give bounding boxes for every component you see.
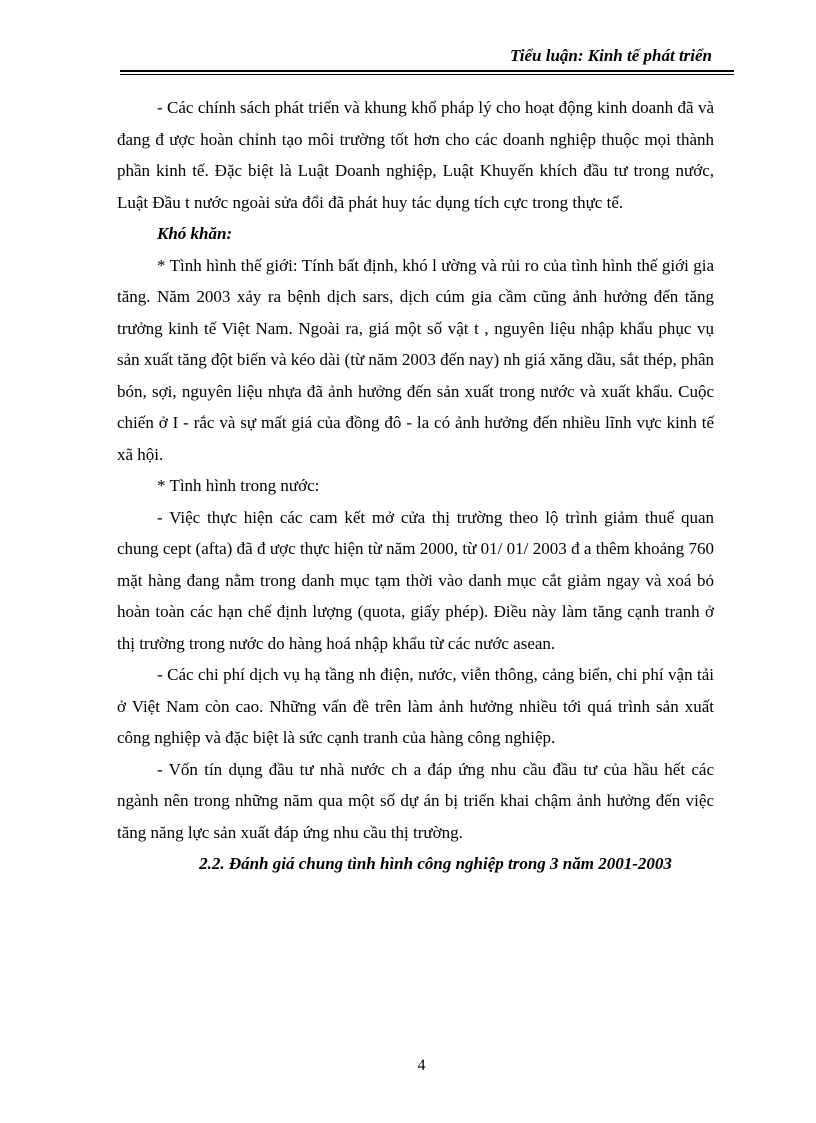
paragraph-advantages: - Các chính sách phát triển và khung khổ pháp lý cho hoạt động kinh doanh đã và đang đ ược hoàn chỉnh tạo môi trường tốt hơn cho các doanh nghiệp thuộc mọi thành phần kinh tế. Đặc biệt là Luật Doanh nghiệp, Luật Khuyến khích đầu tư trong nước, Luật Đầu t nước ngoài sửa đổi đã phát huy tác dụng tích cực trong thực tế. <box>117 98 714 212</box>
paragraph-investment-capital: - Vốn tín dụng đầu tư nhà nước ch a đáp ứng nhu cầu đầu tư của hầu hết các ngành nên trong những năm qua một số dự án bị triển khai chậm ảnh hưởng đến việc tăng năng lực sản xuất đáp ứng nhu cầu thị trường. <box>117 759 714 842</box>
page-number: 4 <box>417 1057 426 1074</box>
paragraph-infrastructure-costs: - Các chi phí dịch vụ hạ tầng nh điện, nước, viễn thông, cảng biển, chi phí vận tải ở Việt Nam còn cao. Những vấn đề trên làm ảnh hưởng nhiều tới quá trình sản xuất công nghiệp và đặc biệt là sức cạnh tranh của hàng công nghiệp. <box>117 665 714 747</box>
paragraph-market-opening: - Việc thực hiện các cam kết mở cửa thị trường theo lộ trình giảm thuế quan chung cept (afta) đã đ ược thực hiện từ năm 2000, từ 01/ 01/ 2003 đ a thêm khoảng 760 mặt hàng đang nằm trong danh mục tạm thời vào danh mục cắt giảm ngay và xoá bỏ hoàn toàn các hạn chế định lượng (quota, giấy phép). Điều này làm tăng cạnh tranh ở thị trường trong nước do hàng hoá nhập khẩu từ các nước asean. <box>117 507 714 653</box>
paragraph-domestic-heading: * Tình hình trong nước: <box>157 476 320 495</box>
header-rule-thick <box>120 70 734 72</box>
document-header-title: Tiểu luận: Kinh tế phát triển <box>510 46 712 65</box>
heading-difficulties: Khó khăn: <box>157 224 233 243</box>
section-heading-2-2: 2.2. Đánh giá chung tình hình công nghiệp trong 3 năm 2001-2003 <box>199 854 672 873</box>
paragraph-world-situation: * Tình hình thế giới: Tính bất định, khó l ường và rủi ro của tình hình thế giới gia tăng. Năm 2003 xảy ra bệnh dịch sars, dịch cúm gia cầm cũng ảnh hưởng đến tăng trưởng kinh tế Việt Nam. Ngoài ra, giá một số vật t , nguyên liệu nhập khẩu phục vụ sản xuất tăng đột biến và kéo dài (từ năm 2003 đến nay) nh giá xăng dầu, sắt thép, phân bón, sợi, nguyên liệu nhựa đã ảnh hưởng đến sản xuất trong nước và xuất khẩu. Cuộc chiến ở I - rắc và sự mất giá của đồng đô - la có ảnh hưởng đến nhiều lĩnh vực kinh tế xã hội. <box>117 255 714 464</box>
document-body <box>117 92 714 880</box>
header-rule-thin <box>120 74 734 75</box>
